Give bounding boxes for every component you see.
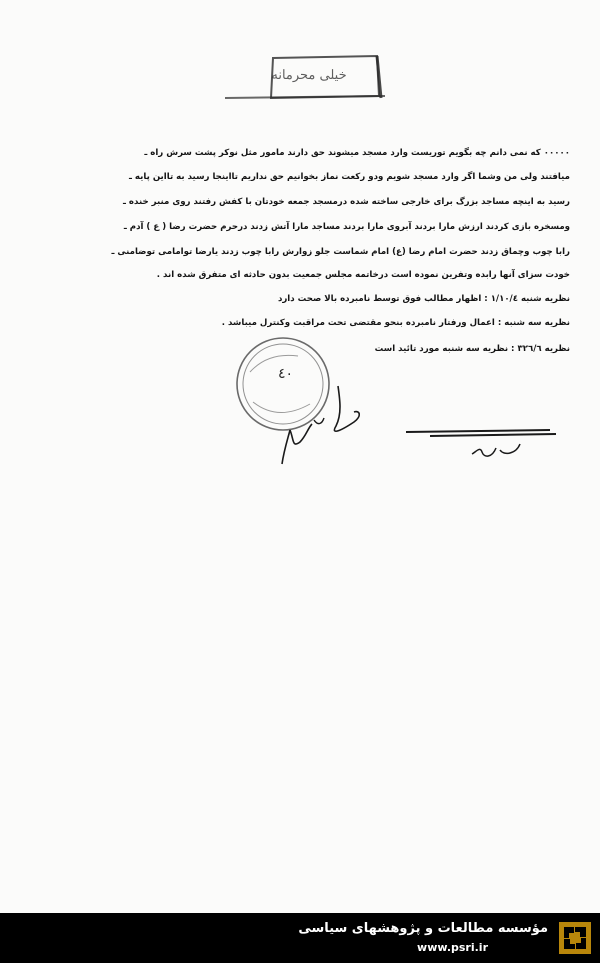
report-line: ومسخره بازی کردند ارزش مارا بردند آبروی مارا بردند مساجد مارا آتش زدند درحرم حضرت رضا ( ع ) آدم ـ bbox=[123, 222, 570, 232]
report-line: رابا چوب وچماق زدند حضرت امام رضا (ع) امام شماست جلو زوارش رابا چوب زدند یارضا توامامی توضامنی ـ bbox=[111, 247, 570, 257]
handwritten-signature-icon bbox=[268, 380, 378, 470]
publisher-url[interactable]: www.psri.ir bbox=[417, 941, 488, 954]
psri-logo-icon bbox=[558, 921, 592, 955]
publisher-footer bbox=[0, 913, 600, 963]
report-line: نظریه ٣٢٦/٦ : نظریه سه شنبه مورد تائید است bbox=[374, 344, 570, 354]
report-line: رسید به اینچه مساجد بزرگ برای خارجی ساخته شده درمسجد جمعه خودتان با کفش رفتند روی منبر خنده ـ bbox=[123, 197, 570, 207]
report-line: ٠٠٠٠٠ که نمی دانم چه بگویم توریست وارد مسجد میشوند حق دارند مامور مثل نوکر پشت سرش راه ـ bbox=[144, 148, 570, 158]
seal-number: ٤٠ bbox=[278, 366, 294, 382]
report-line: میافتند ولی من وشما اگر وارد مسجد شویم ودو رکعت نماز بخوانیم حق نداریم تااینجا رسید به تااین پایه ـ bbox=[129, 172, 570, 182]
stamp-text: خیلی محرمانه bbox=[271, 68, 347, 83]
report-line: نظریه سه شنبه : اعمال ورفتار نامبرده بنحو مقتضی تحت مراقبت وکنترل میباشد . bbox=[221, 318, 570, 328]
signature-center bbox=[268, 380, 378, 470]
report-line: خودت سزای آنها رابده وتفرین نموده است درخاتمه مجلس جمعیت بدون حادثه ای متفرق شده اند . bbox=[156, 270, 570, 280]
classification-stamp bbox=[225, 52, 385, 104]
signature-right bbox=[400, 418, 560, 468]
publisher-name: مؤسسه مطالعات و پژوهشهای سیاسی bbox=[298, 921, 548, 936]
handwritten-signature-icon bbox=[400, 418, 560, 468]
report-line: نظریه شنبه ١/١٠/٤ : اظهار مطالب فوق توسط نامبرده بالا صحت دارد bbox=[277, 294, 570, 304]
